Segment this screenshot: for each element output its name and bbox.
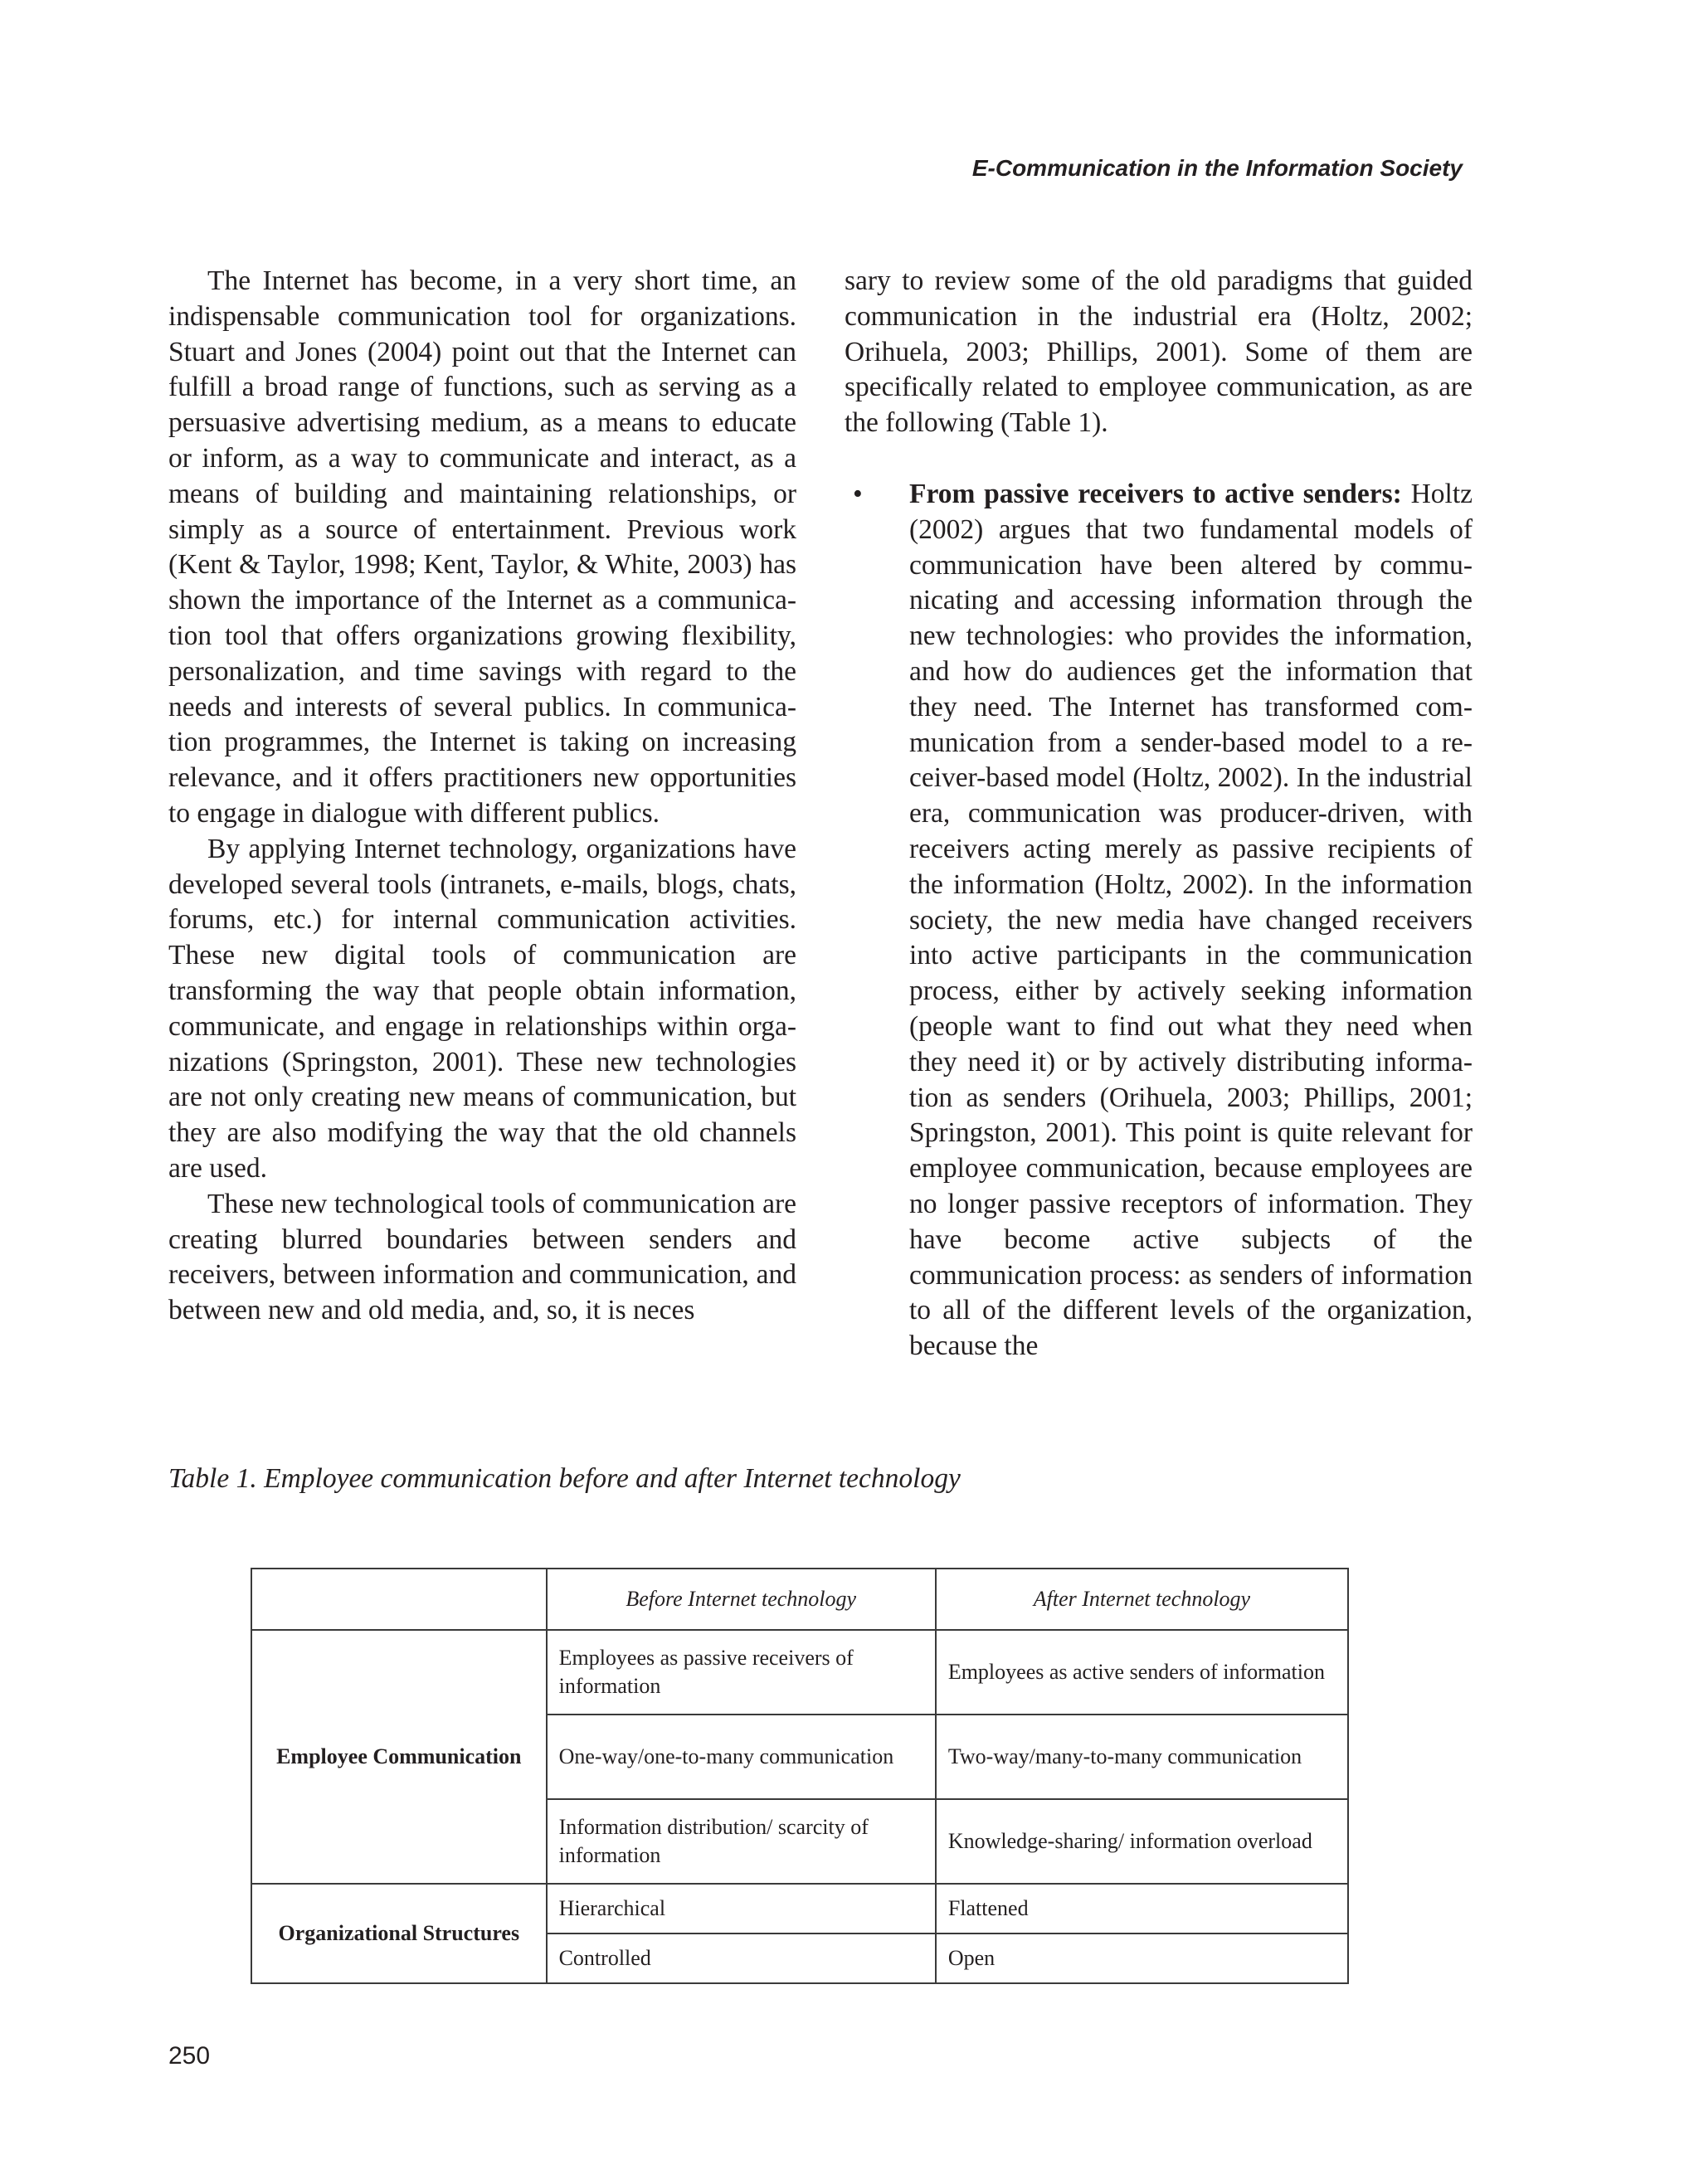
- table-header-cell: Before Internet technology: [547, 1569, 936, 1630]
- table-header-cell: [251, 1569, 547, 1630]
- page-number: 250: [168, 2042, 211, 2070]
- table-cell: Open: [936, 1933, 1348, 1983]
- bullet-icon: •: [853, 478, 863, 509]
- table-cell: Two-way/many-to-many communication: [936, 1715, 1348, 1799]
- table-cell: Hierarchical: [547, 1884, 936, 1933]
- table-row: [251, 1884, 1348, 1933]
- table-cell: Employees as active senders of information: [936, 1630, 1348, 1715]
- table-cell: Knowledge-sharing/ information overload: [936, 1799, 1348, 1884]
- table-cell: Flattened: [936, 1884, 1348, 1933]
- table-row: [251, 1630, 1348, 1715]
- paragraph: These new technological tools of communication are creating blurred boundaries between senders and receivers, between information and communication, and between new and old media, and, so, it is neces: [168, 1188, 796, 1326]
- bullet-text: Holtz (2002) argues that two fundamental models of communication have been altered by communicating and accessing information through the new technologies: who provides the information, and how do audiences get the information that they need. The Internet has transformed communication from a sender-based model to a receiver-based model (Holtz, 2002). In the industrial era, communication was producer-driven, with receivers acting merely as passive recipients of the information (Holtz, 2002). In the information society, the new media have changed receivers into active participants in the communication process, either by actively seeking information (people want to find out what they need when they need it) or by actively distributing information as senders (Orihuela, 2003; Phillips, 2001; Springston, 2001). This point is quite relevant for employee communication, because employees are no longer passive receptors of information. They have become active subjects of the communication process: as senders of information to all of the different levels of the organization, because the: [909, 478, 1473, 1362]
- table-cell: One-way/one-to-many communication: [547, 1715, 936, 1799]
- table-cell: Information distribution/ scarcity of information: [547, 1799, 936, 1884]
- paragraph: By applying Internet technology, organizations have developed several tools (intranets, e-mails, blogs, chats, forums, etc.) for internal communication activities. These new digital tools of communication are transforming the way that people obtain information, communicate, and engage in relationships within organizations (Springston, 2001). These new technologies are not only creating new means of communication, but they are also modifying the way that the old channels are used.: [168, 833, 796, 1184]
- table-caption: Table 1. Employee communication before and after Internet technology: [168, 1463, 961, 1494]
- running-header: E-Communication in the Information Society: [971, 155, 1463, 181]
- row-group-label: Employee Communication: [251, 1630, 547, 1884]
- bullet-item: [845, 477, 1473, 1364]
- left-column: [168, 264, 796, 1329]
- paragraph: sary to review some of the old paradigms that guided communication in the industrial era (Holtz, 2002; Orihuela, 2003; Phillips, 2001). Some of them are specifically related to employee communication, as are the following (Table 1).: [845, 265, 1473, 439]
- bullet-lead: From passive receivers to active senders:: [909, 478, 1402, 509]
- paragraph: The Internet has become, in a very short time, an indispensable communication tool for organizations. Stuart and Jones (2004) point out that the Internet can fulfill a broad range of functions, such as serving as a persuasive advertising medium, as a means to educate or inform, as a way to communicate and interact, as a means of building and maintaining relationships, or simply as a source of entertainment. Previous work (Kent & Taylor, 1998; Kent, Taylor, & White, 2003) has shown the importance of the Internet as a communication tool that offers organizations growing flexibility, personalization, and time savings with regard to the needs and interests of several publics. In communication programmes, the Internet is taking on increasing relevance, and it offers practitioners new opportunities to engage in dialogue with different publics.: [168, 265, 796, 829]
- table-cell: Employees as passive receivers of information: [547, 1630, 936, 1715]
- table-cell: Controlled: [547, 1933, 936, 1983]
- comparison-table: [251, 1568, 1349, 1984]
- right-column: [845, 264, 1473, 1364]
- row-group-label: Organizational Structures: [251, 1884, 547, 1983]
- table-header-cell: After Internet technology: [936, 1569, 1348, 1630]
- table-header-row: [251, 1569, 1348, 1630]
